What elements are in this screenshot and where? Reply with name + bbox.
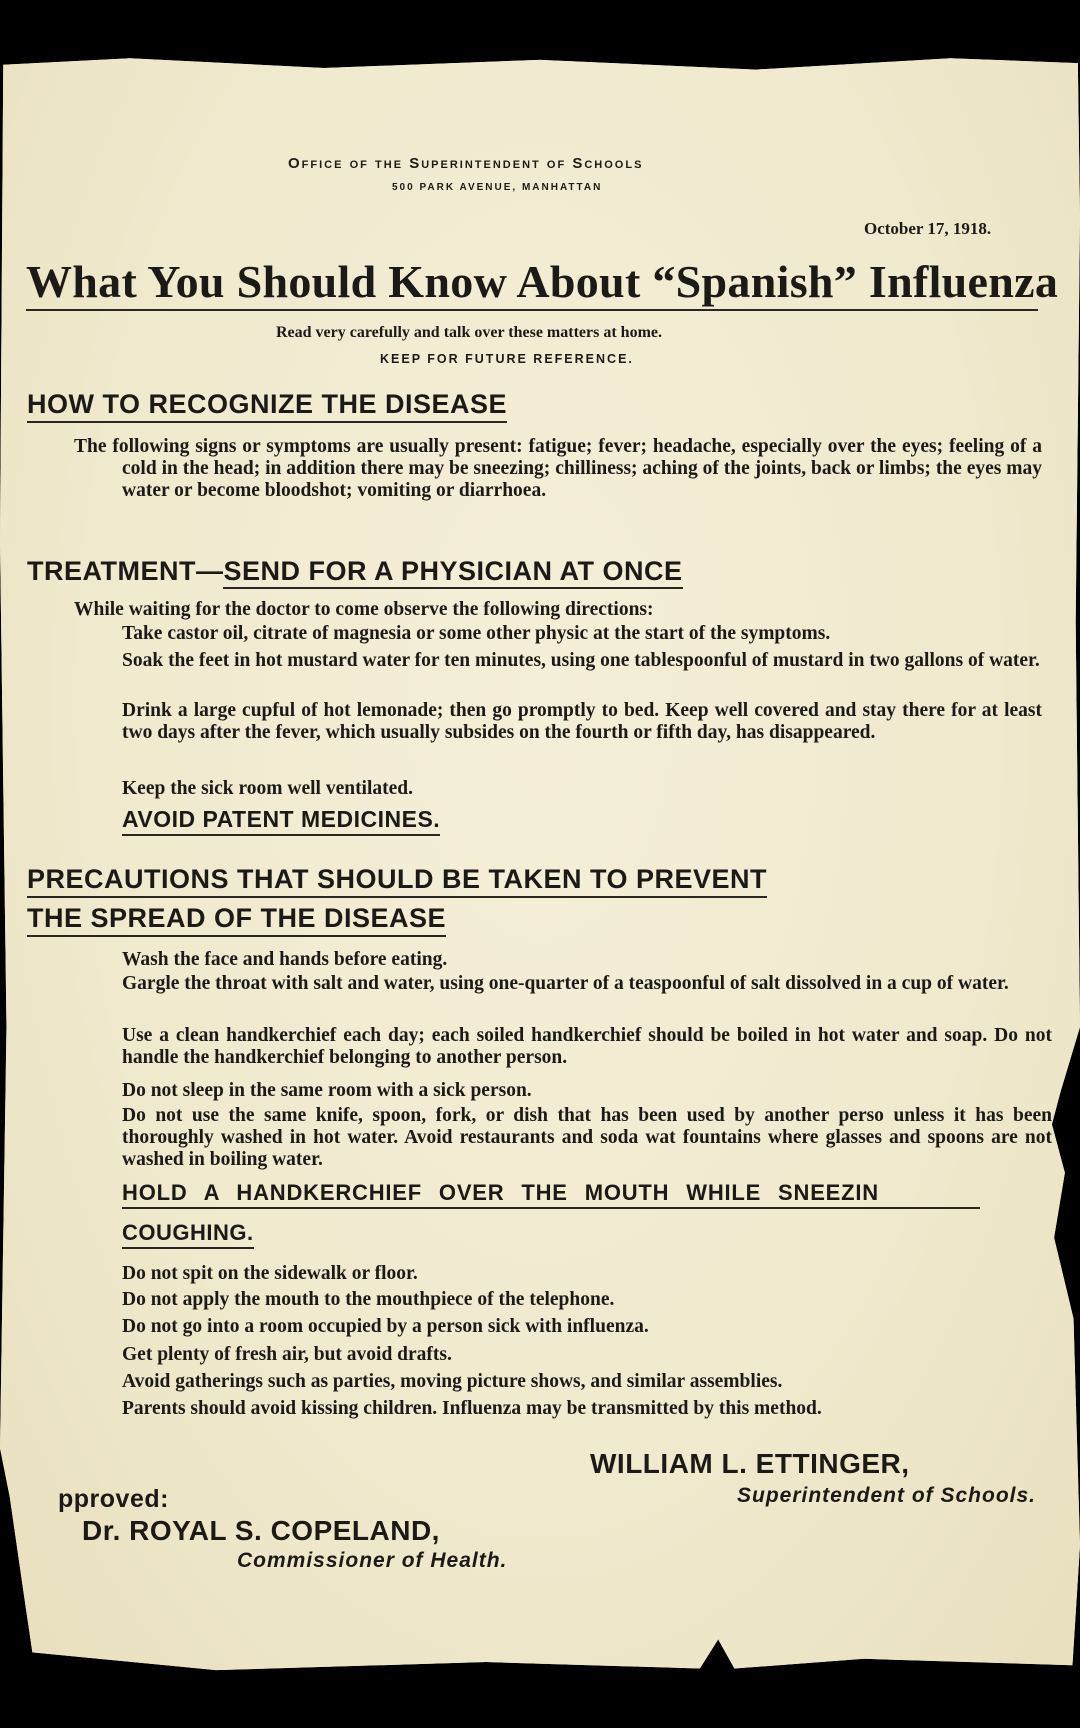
handkerchief-warning-line2: COUGHING.: [122, 1220, 254, 1249]
recognize-paragraph: The following signs or symptoms are usually present: fatigue; fever; headache, especially over the eyes; feeling of a cold in the head; in addition there may be sneezing; chilliness; aching of the joints, back or limbs; the eyes may water or become bloodshot; vomiting or diarrhoea.: [74, 436, 1042, 501]
heading-recognize: HOW TO RECOGNIZE THE DISEASE: [27, 389, 507, 423]
commissioner-title: Commissioner of Health.: [237, 1549, 508, 1572]
heading-precautions-line2: THE SPREAD OF THE DISEASE: [27, 903, 446, 937]
heading-precautions-line1: PRECAUTIONS THAT SHOULD BE TAKEN TO PREVENT: [27, 864, 767, 898]
precaution-item: Do not spit on the sidewalk or floor.: [122, 1263, 418, 1284]
handkerchief-warning-line1: HOLD A HANDKERCHIEF OVER THE MOUTH WHILE SNEEZIN: [122, 1180, 980, 1209]
letterhead-office: Office of the Superintendent of Schools: [288, 155, 644, 172]
treatment-lead: While waiting for the doctor to come observe the following directions:: [74, 599, 654, 620]
intro-line: Read very carefully and talk over these matters at home.: [276, 324, 662, 341]
precaution-item: Wash the face and hands before eating.: [122, 949, 448, 970]
treatment-item: Take castor oil, citrate of magnesia or some other physic at the start of the symptoms.: [122, 623, 831, 644]
treatment-item: Drink a large cupful of hot lemonade; then go promptly to bed. Keep well covered and stay there for at least two days after the fever, which usually subsides on the fourth or fifth day, has disappeared.: [122, 700, 1042, 743]
heading-treatment: [27, 556, 683, 587]
precaution-item: Parents should avoid kissing children. Influenza may be transmitted by this method.: [122, 1398, 822, 1419]
letterhead-address: 500 PARK AVENUE, MANHATTAN: [392, 182, 603, 193]
precaution-item: Avoid gatherings such as parties, moving picture shows, and similar assemblies.: [122, 1371, 783, 1392]
treatment-item: Soak the feet in hot mustard water for ten minutes, using one tablespoonful of mustard in two gallons of water.: [122, 650, 1040, 671]
avoid-patent-medicines: AVOID PATENT MEDICINES.: [122, 806, 440, 836]
precaution-item: Do not use the same knife, spoon, fork, or dish that has been used by another perso unless it has been thoroughly washed in hot water. Avoid restaurants and soda wat fountains where glasses and spoons are not washed in boiling water.: [122, 1105, 1052, 1170]
treatment-item: Keep the sick room well ventilated.: [122, 778, 414, 799]
precaution-item: Do not apply the mouth to the mouthpiece of the telephone.: [122, 1289, 615, 1310]
superintendent-title: Superintendent of Schools.: [737, 1484, 1037, 1507]
precaution-item: Do not go into a room occupied by a person sick with influenza.: [122, 1316, 649, 1337]
document-title: What You Should Know About “Spanish” Influenza: [26, 256, 1059, 307]
treatment-heading-main: SEND FOR A PHYSICIAN AT ONCE: [223, 556, 682, 589]
approved-label: pproved:: [58, 1485, 169, 1513]
superintendent-name: WILLIAM L. ETTINGER,: [590, 1448, 910, 1479]
precaution-item: Get plenty of fresh air, but avoid drafts.: [122, 1344, 452, 1365]
treatment-prefix: TREATMENT—: [27, 556, 224, 586]
document-date: October 17, 1918.: [864, 219, 992, 238]
commissioner-name: Dr. ROYAL S. COPELAND,: [82, 1515, 440, 1546]
title-rule: [26, 309, 1038, 311]
keep-notice: KEEP FOR FUTURE REFERENCE.: [380, 352, 634, 366]
precaution-item: Gargle the throat with salt and water, using one-quarter of a teaspoonful of salt dissolved in a cup of water.: [122, 973, 1009, 994]
precaution-item: Do not sleep in the same room with a sick person.: [122, 1080, 532, 1101]
precaution-item: Use a clean handkerchief each day; each soiled handkerchief should be boiled in hot water and soap. Do not handle the handkerchief belonging to another person.: [122, 1025, 1052, 1068]
